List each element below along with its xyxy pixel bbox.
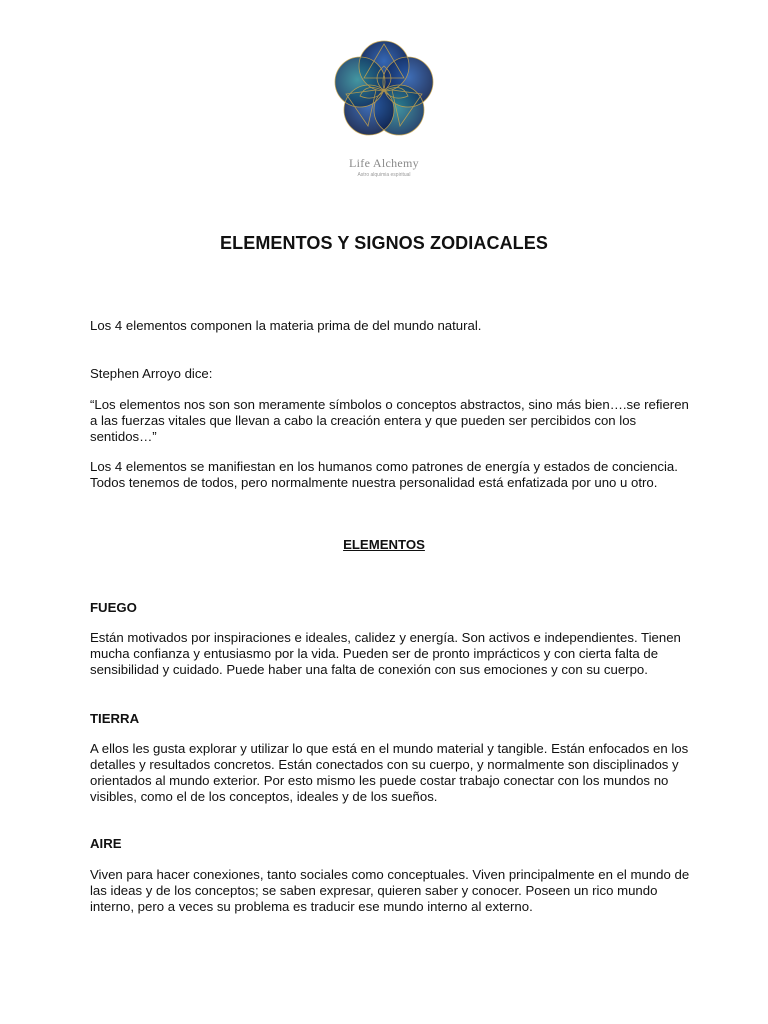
element-heading-tierra: TIERRA — [90, 711, 140, 726]
flower-of-life-icon — [330, 36, 438, 140]
brand-tagline: Astro alquimia espiritual — [357, 172, 411, 178]
manifest-paragraph: Los 4 elementos se manifiestan en los humanos como patrones de energía y estados de conciencia. Todos tenemos de todos, pero normalmente nuestra personalidad está enfatizada por uno u otro. — [90, 459, 678, 490]
logo — [0, 36, 768, 140]
element-description-fuego: Están motivados por inspiraciones e ideales, calidez y energía. Son activos e independientes. Tienen mucha confianza y entusiasmo por la vida. Pueden ser de pronto imprácticos y con cierta falta de sensibilidad y cuidado. Puede haber una falta de conexión con sus emociones y con su cuerpo. — [90, 630, 681, 677]
element-description-aire: Viven para hacer conexiones, tanto sociales como conceptuales. Viven principalmente en el mundo de las ideas y de los conceptos; se saben expresar, quieren saber y conocer. Poseen un rico mundo interno, pero a veces su problema es traducir ese mundo interno al externo. — [90, 867, 690, 914]
quote-attribution: Stephen Arroyo dice: — [90, 366, 213, 381]
element-heading-fuego: FUEGO — [90, 600, 137, 615]
page-title: ELEMENTOS Y SIGNOS ZODIACALES — [220, 233, 548, 253]
intro-paragraph: Los 4 elementos componen la materia prima de del mundo natural. — [90, 318, 482, 333]
quote-paragraph: “Los elementos nos son son meramente símbolos o conceptos abstractos, sino más bien….se refieren a las fuerzas vitales que llevan a cabo la creación entera y que pueden ser percibidos con los sentidos…” — [90, 397, 689, 444]
element-description-tierra: A ellos les gusta explorar y utilizar lo que está en el mundo material y tangible. Están enfocados en los detalles y resultados concretos. Están conectados con su cuerpo, y normalmente son disciplinados y orientados al mundo exterior. Por esto mismo les puede costar trabajo conectar con los mundos no visibles, como el de los conceptos, ideales y de los sueños. — [90, 741, 689, 804]
section-heading-elementos: ELEMENTOS — [343, 537, 425, 552]
element-heading-aire: AIRE — [90, 836, 122, 851]
brand-name: Life Alchemy — [349, 156, 419, 170]
